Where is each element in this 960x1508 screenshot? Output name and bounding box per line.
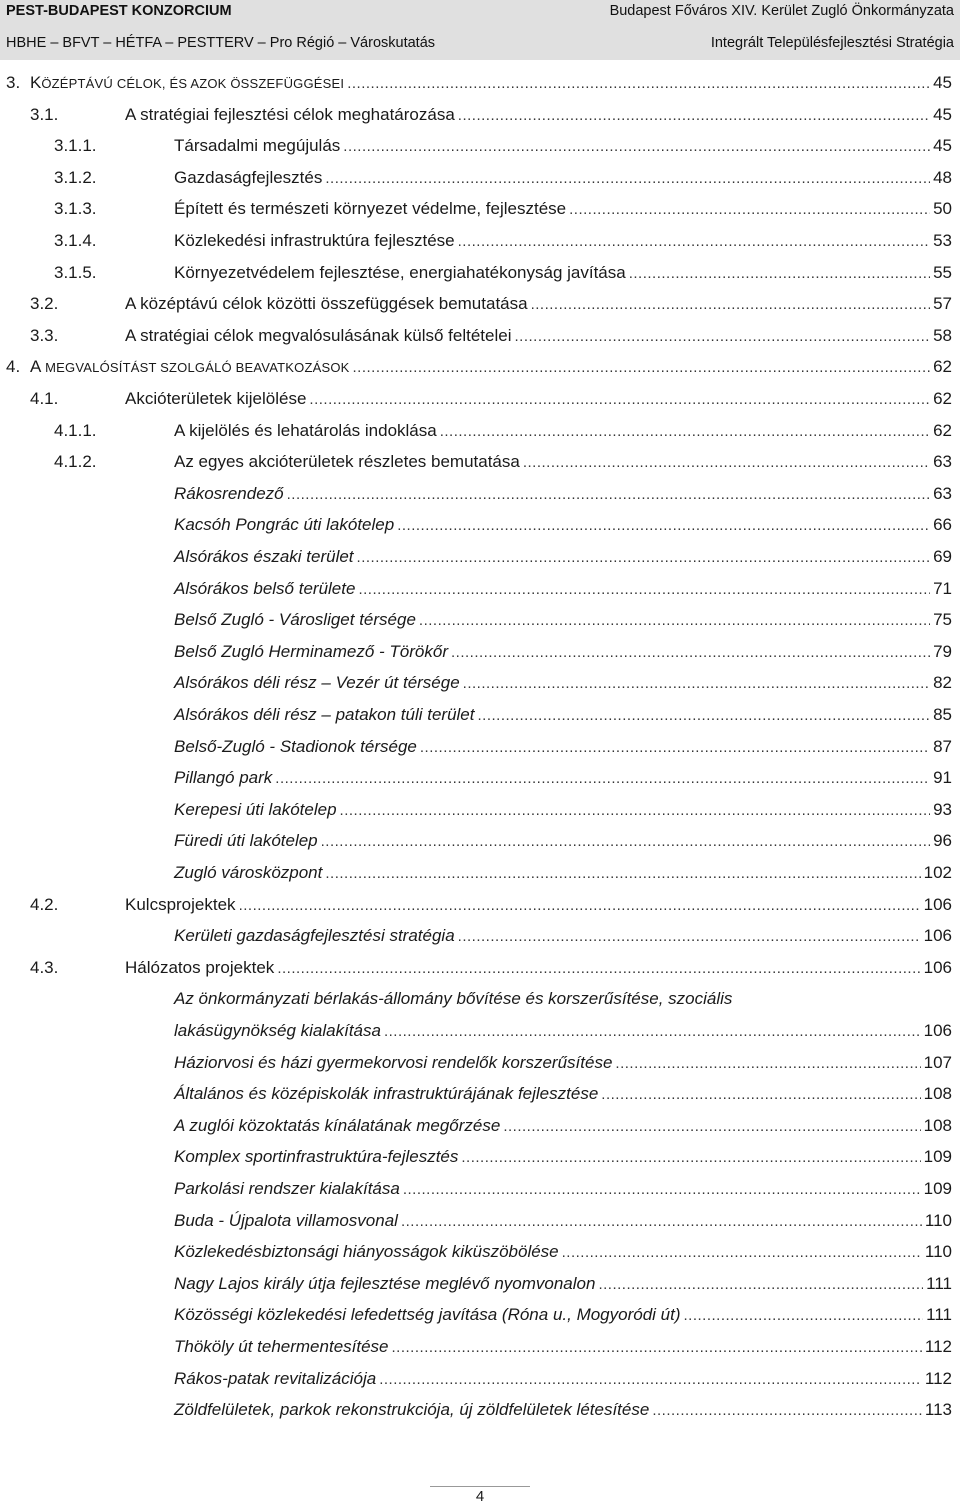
- toc-dot-leader: [515, 324, 931, 350]
- toc-dot-leader: [325, 861, 920, 887]
- toc-entry[interactable]: [0, 544, 952, 570]
- toc-entry[interactable]: [0, 607, 952, 633]
- toc-entry-title: Komplex sportinfrastruktúra-fejlesztés: [174, 1147, 459, 1167]
- toc-entry-page: 71: [933, 578, 952, 598]
- toc-entry-title-rest: MEGVALÓSÍTÁST SZOLGÁLÓ BEAVATKOZÁSOK: [41, 360, 350, 376]
- toc-dot-leader: [321, 829, 930, 855]
- toc-entry[interactable]: [0, 639, 952, 665]
- toc-entry[interactable]: [0, 512, 952, 538]
- toc-entry-page: 62: [933, 420, 952, 440]
- toc-dot-leader: [463, 671, 930, 697]
- toc-dot-leader: [239, 893, 921, 919]
- toc-entry[interactable]: [0, 418, 952, 444]
- toc-entry[interactable]: [0, 1366, 952, 1392]
- toc-entry-number: 3.3.: [30, 325, 59, 345]
- toc-entry-page: 106: [923, 894, 952, 914]
- toc-dot-leader: [503, 1114, 920, 1140]
- toc-dot-leader: [275, 766, 930, 792]
- toc-entry-title: [30, 70, 344, 97]
- toc-entry-page: 110: [924, 1242, 952, 1262]
- toc-dot-leader: [615, 1051, 920, 1077]
- toc-entry-title: A kijelölés és lehatárolás indoklása: [174, 420, 437, 440]
- toc-entry-number: 4.1.: [30, 389, 59, 408]
- toc-dot-leader: [458, 924, 921, 950]
- header-consortium: PEST-BUDAPEST KONZORCIUM: [6, 3, 232, 19]
- toc-entry-title: Közlekedési infrastruktúra fejlesztése: [174, 231, 455, 250]
- toc-dot-leader: [347, 71, 930, 97]
- toc-entry-page: 108: [923, 1115, 952, 1135]
- toc-entry-title: Rákosrendező: [174, 483, 284, 503]
- toc-entry-title: A zuglói közoktatás kínálatának megőrzése: [174, 1115, 501, 1135]
- toc-entry-page: 69: [933, 547, 952, 566]
- toc-dot-leader: [629, 261, 930, 287]
- toc-entry[interactable]: [0, 765, 952, 791]
- toc-entry[interactable]: [0, 449, 952, 475]
- toc-entry[interactable]: [0, 860, 952, 886]
- toc-entry[interactable]: [0, 1239, 952, 1265]
- toc-entry[interactable]: [0, 323, 952, 349]
- toc-dot-leader: [598, 1272, 923, 1298]
- toc-dot-leader: [652, 1398, 922, 1424]
- toc-entry-page: 63: [933, 452, 952, 472]
- toc-entry-number: 4.1.2.: [54, 452, 97, 472]
- toc-entry-number: 3.1.1.: [54, 136, 97, 156]
- toc-entry-title: Parkolási rendszer kialakítása: [174, 1179, 400, 1198]
- toc-entry[interactable]: [0, 386, 952, 412]
- page-header: [0, 0, 960, 60]
- toc-entry-page: 111: [926, 1305, 952, 1325]
- toc-dot-leader: [420, 735, 930, 761]
- toc-entry-page: 79: [933, 641, 952, 661]
- toc-entry-title: [30, 354, 350, 381]
- toc-entry-page: 106: [923, 957, 952, 977]
- toc-entry-page: 112: [924, 1337, 952, 1356]
- toc-entry-page: 62: [933, 389, 952, 408]
- toc-entry-title: Nagy Lajos király útja fejlesztése meglévő nyomvonalon: [174, 1273, 596, 1293]
- toc-entry[interactable]: [0, 734, 952, 760]
- toc-entry[interactable]: [0, 196, 952, 222]
- toc-entry[interactable]: [0, 1050, 952, 1076]
- toc-dot-leader: [458, 229, 930, 255]
- toc-entry[interactable]: [0, 955, 952, 981]
- toc-entry[interactable]: [0, 1176, 952, 1202]
- toc-entry-page: 109: [923, 1179, 952, 1198]
- toc-entry-number: 4.2.: [30, 894, 59, 914]
- toc-entry[interactable]: [0, 576, 952, 602]
- toc-entry[interactable]: [0, 260, 952, 286]
- toc-entry-title: Zöldfelületek, parkok rekonstrukciója, új zöldfelületek létesítése: [174, 1400, 650, 1420]
- toc-dot-leader: [458, 103, 930, 129]
- header-municipality: Budapest Főváros XIV. Kerület Zugló Önkormányzata: [609, 3, 954, 19]
- toc-entry-page: 93: [933, 799, 952, 819]
- toc-entry-title: Háziorvosi és házi gyermekorvosi rendelők korszerűsítése: [174, 1052, 613, 1072]
- toc-entry-title: Az önkormányzati bérlakás-állomány bővítése és korszerűsítése, szociális: [174, 989, 733, 1009]
- toc-entry-page: 75: [933, 610, 952, 630]
- toc-entry[interactable]: [0, 1397, 952, 1423]
- toc-entry-page: 85: [933, 705, 952, 724]
- toc-dot-leader: [403, 1177, 921, 1203]
- toc-entry-title: Épített és természeti környezet védelme, fejlesztése: [174, 199, 567, 219]
- toc-entry-page: 45: [933, 136, 952, 156]
- toc-entry[interactable]: [0, 481, 952, 507]
- footer-divider: [430, 1486, 530, 1487]
- toc-dot-leader: [357, 545, 931, 571]
- toc-dot-leader: [379, 1367, 922, 1393]
- toc-entry-page: 55: [933, 262, 952, 282]
- toc-entry-number: 3.1.: [30, 104, 59, 124]
- toc-dot-leader: [325, 166, 930, 192]
- toc-dot-leader: [340, 798, 931, 824]
- toc-entry-page: 111: [926, 1273, 952, 1293]
- toc-entry-title: Alsórákos déli rész – patakon túli terület: [174, 705, 475, 724]
- toc-entry-page: 87: [933, 736, 952, 756]
- toc-entry-page: 66: [933, 515, 952, 535]
- toc-entry-page: 53: [933, 231, 952, 250]
- toc-dot-leader: [392, 1335, 922, 1361]
- toc-dot-leader: [451, 640, 930, 666]
- toc-entry[interactable]: [0, 1271, 952, 1297]
- toc-dot-leader: [343, 134, 930, 160]
- toc-entry-title: Kerepesi úti lakótelep: [174, 799, 337, 819]
- toc-dot-leader: [461, 1145, 920, 1171]
- toc-entry-title-initial: K: [30, 73, 42, 92]
- toc-entry[interactable]: [0, 828, 952, 854]
- toc-entry-title: Füredi úti lakótelep: [174, 831, 318, 851]
- toc-dot-leader: [531, 292, 931, 318]
- toc-entry-number: 3.1.2.: [54, 167, 97, 187]
- toc-entry-page: 57: [933, 294, 952, 314]
- page-number: 4: [475, 1488, 485, 1505]
- toc-entry-title: Kacsóh Pongrác úti lakótelep: [174, 515, 395, 535]
- toc-dot-leader: [277, 956, 920, 982]
- toc-entry[interactable]: [0, 1081, 952, 1107]
- toc-dot-leader: [358, 577, 930, 603]
- toc-entry-title: Pillangó park: [174, 768, 273, 788]
- toc-entry-page: 106: [923, 926, 952, 946]
- toc-entry-page: 96: [933, 831, 952, 851]
- toc-dot-leader: [562, 1240, 922, 1266]
- toc-entry[interactable]: [0, 670, 952, 696]
- toc-entry-page: 108: [923, 1084, 952, 1104]
- toc-dot-leader: [523, 450, 930, 476]
- toc-entry-title: Belső Zugló - Városliget térsége: [174, 610, 416, 630]
- toc-entry-title: Kerületi gazdaságfejlesztési stratégia: [174, 926, 455, 946]
- toc-dot-leader: [384, 1019, 921, 1045]
- toc-entry-number: 4.: [6, 357, 21, 377]
- toc-dot-leader: [601, 1082, 920, 1108]
- toc-entry-title: A stratégiai fejlesztési célok meghatározása: [125, 104, 455, 124]
- toc-dot-leader: [309, 387, 930, 413]
- toc-entry[interactable]: [0, 923, 952, 949]
- toc-entry-page: 102: [923, 863, 952, 882]
- toc-entry-title-initial: A: [30, 357, 42, 377]
- toc-entry-title: Társadalmi megújulás: [174, 136, 341, 156]
- toc-dot-leader: [440, 419, 930, 445]
- toc-entry-title: Akcióterületek kijelölése: [125, 389, 307, 408]
- toc-entry[interactable]: [0, 133, 952, 159]
- toc-entry-page: 62: [933, 357, 952, 377]
- toc-entry-title: Kulcsprojektek: [125, 894, 236, 914]
- toc-entry-title: A stratégiai célok megvalósulásának külső feltételei: [125, 325, 512, 345]
- toc-entry[interactable]: [0, 102, 952, 128]
- toc-entry-page: 45: [933, 73, 952, 92]
- toc-entry-number: 3.: [6, 73, 21, 92]
- toc-entry-title: Alsórákos déli rész – Vezér út térsége: [174, 673, 460, 693]
- header-partners: HBHE – BFVT – HÉTFA – PESTTERV – Pro Régió – Városkutatás: [6, 35, 436, 51]
- toc-dot-leader: [353, 355, 931, 381]
- toc-entry-page: 82: [933, 673, 952, 693]
- toc-entry[interactable]: [0, 702, 952, 728]
- toc-entry[interactable]: [0, 1113, 952, 1139]
- toc-entry-number: 4.3.: [30, 957, 59, 977]
- toc-entry[interactable]: [0, 228, 952, 254]
- toc-entry-title: Rákos-patak revitalizációja: [174, 1368, 377, 1388]
- toc-dot-leader: [401, 1209, 922, 1235]
- toc-dot-leader: [419, 608, 930, 634]
- toc-entry-page: 110: [924, 1210, 952, 1230]
- toc-entry-page: 113: [924, 1400, 952, 1420]
- toc-entry-page: 91: [933, 768, 952, 788]
- toc-entry-title: Gazdaságfejlesztés: [174, 167, 323, 187]
- toc-dot-leader: [478, 703, 931, 729]
- toc-entry-line[interactable]: [174, 986, 952, 1012]
- toc-dot-leader: [569, 197, 930, 223]
- toc-entry-title: Közlekedésbiztonsági hiányosságok kiküszöbölése: [174, 1242, 559, 1262]
- toc-entry-page: 63: [933, 483, 952, 503]
- toc-entry-title: Hálózatos projektek: [125, 957, 275, 977]
- toc-entry-number: 3.1.4.: [54, 231, 97, 250]
- header-document-title: Integrált Településfejlesztési Stratégia: [710, 35, 954, 51]
- toc-entry-number: 4.1.1.: [54, 420, 97, 440]
- toc-entry[interactable]: [0, 1334, 952, 1360]
- toc-entry-title: Belső-Zugló - Stadionok térsége: [174, 736, 417, 756]
- toc-entry-title: Alsórákos északi terület: [174, 547, 354, 566]
- toc-entry-page: 48: [933, 167, 952, 187]
- toc-entry-title: A középtávú célok közötti összefüggések bemutatása: [125, 294, 528, 314]
- toc-entry-number: 3.1.3.: [54, 199, 97, 219]
- toc-entry[interactable]: [0, 1144, 952, 1170]
- toc-entry-title: Thököly út tehermentesítése: [174, 1337, 389, 1356]
- toc-entry[interactable]: [0, 1208, 952, 1234]
- toc-entry[interactable]: [0, 1302, 952, 1328]
- toc-entry[interactable]: [0, 1018, 952, 1044]
- toc-entry-title-rest: ÖZÉPTÁVÚ CÉLOK, ÉS AZOK ÖSSZEFÜGGÉSEI: [41, 76, 345, 91]
- toc-entry-page: 109: [923, 1147, 952, 1167]
- toc-entry-title: Közösségi közlekedési lefedettség javítása (Róna u., Mogyoródi út): [174, 1305, 681, 1325]
- toc-entry-page: 106: [923, 1021, 952, 1040]
- toc-entry[interactable]: [0, 354, 952, 380]
- toc-entry-title: Általános és középiskolák infrastruktúrájának fejlesztése: [174, 1084, 599, 1104]
- toc-entry-page: 45: [933, 104, 952, 124]
- toc-entry-number: 3.2.: [30, 294, 59, 314]
- toc-entry-title: Zugló városközpont: [174, 863, 323, 882]
- toc-dot-leader: [287, 482, 930, 508]
- toc-entry-title: Környezetvédelem fejlesztése, energiahatékonyság javítása: [174, 262, 626, 282]
- toc-entry-title: Buda - Újpalota villamosvonal: [174, 1210, 398, 1230]
- toc-entry-page: 58: [933, 325, 952, 345]
- toc-dot-leader: [684, 1303, 924, 1329]
- toc-entry-title: Az egyes akcióterületek részletes bemutatása: [174, 452, 520, 472]
- toc-entry-page: 112: [924, 1368, 952, 1388]
- toc-entry-page: 50: [933, 199, 952, 219]
- toc-entry[interactable]: [0, 291, 952, 317]
- toc-entry[interactable]: [0, 797, 952, 823]
- toc-entry[interactable]: [0, 892, 952, 918]
- toc-entry-title: Belső Zugló Herminamező - Törökőr: [174, 641, 448, 661]
- toc-entry-title: Alsórákos belső területe: [174, 578, 356, 598]
- toc-entry-title: lakásügynökség kialakítása: [174, 1021, 381, 1040]
- toc-dot-leader: [397, 513, 930, 539]
- toc-entry-number: 3.1.5.: [54, 262, 97, 282]
- toc-entry-page: 107: [923, 1052, 952, 1072]
- toc-entry[interactable]: [0, 70, 952, 96]
- toc-entry[interactable]: [0, 165, 952, 191]
